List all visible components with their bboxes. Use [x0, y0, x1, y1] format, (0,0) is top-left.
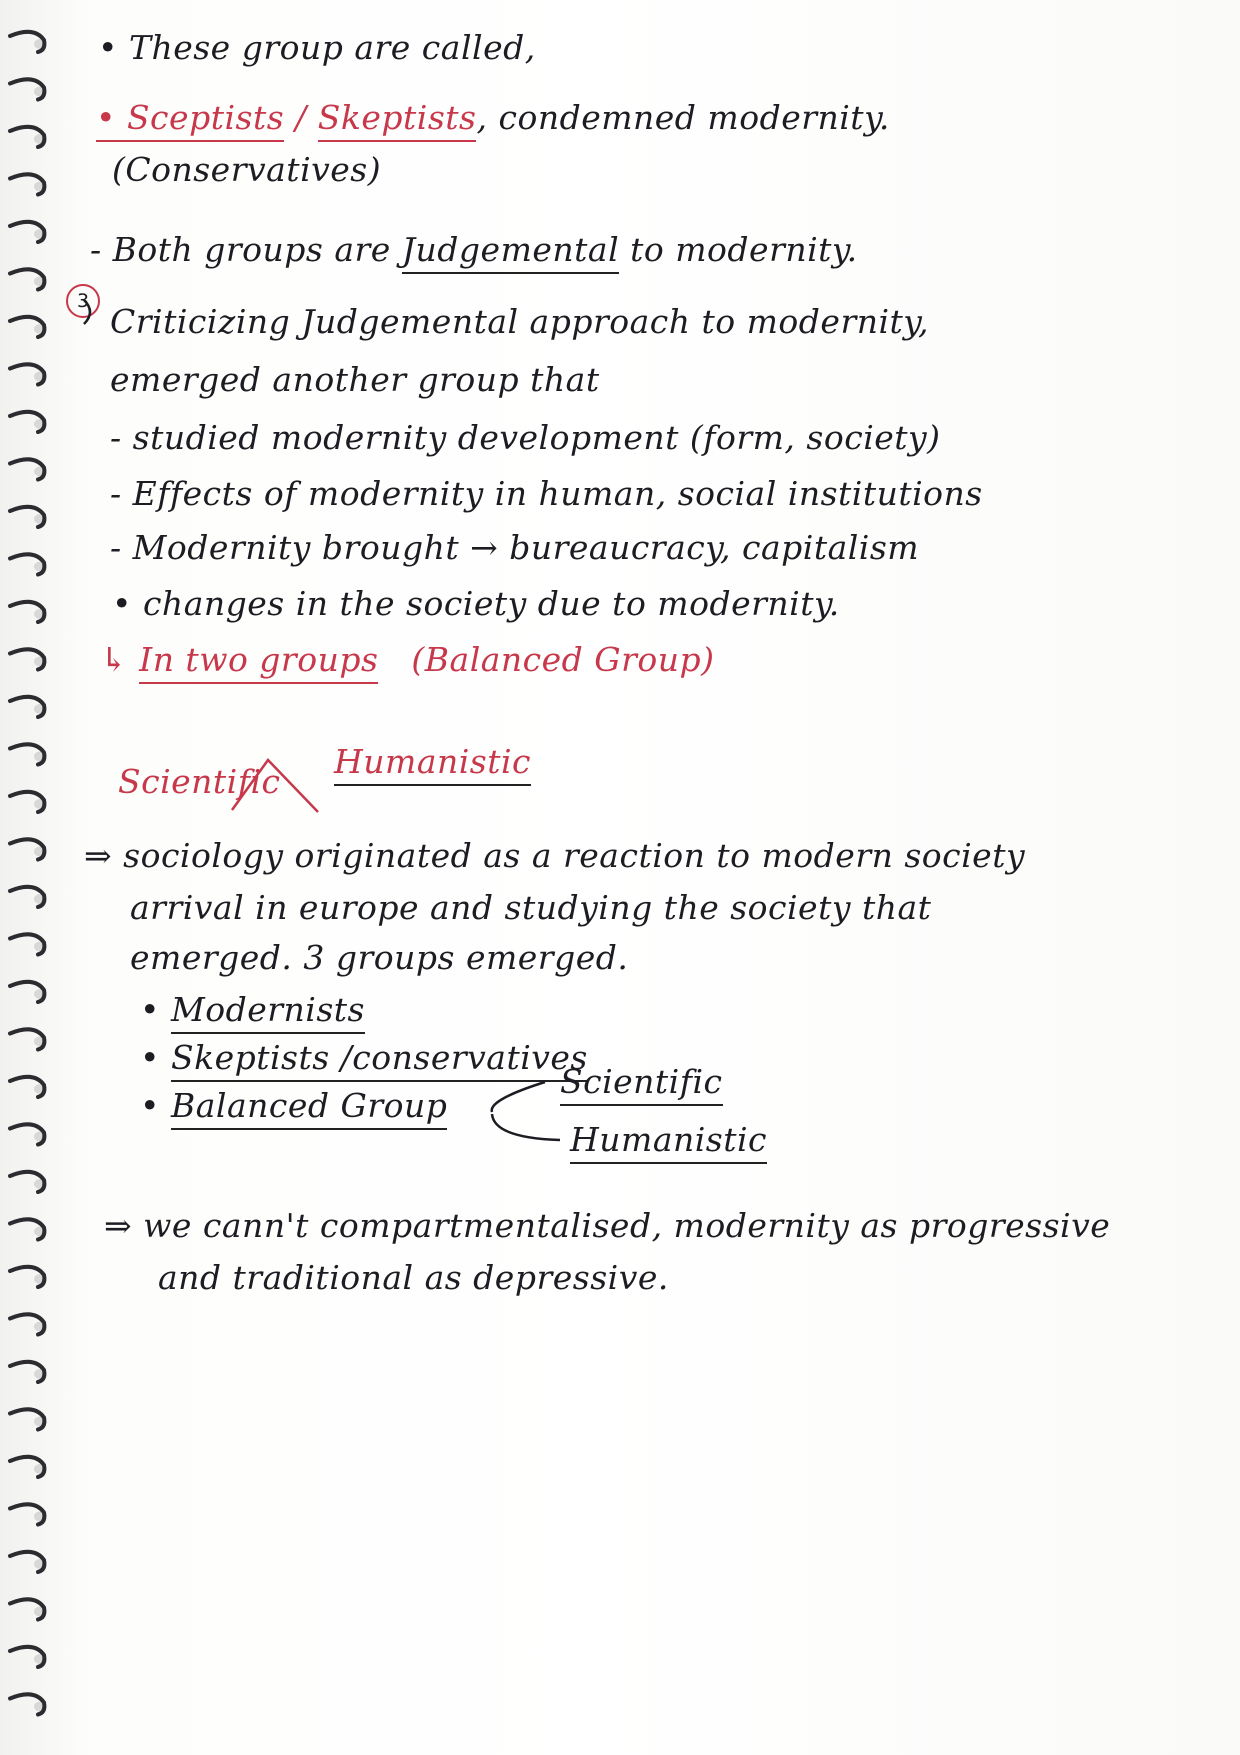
note-line-skeptists	[96, 98, 890, 137]
spiral-ring	[10, 364, 46, 384]
arrow-icon: ↳	[100, 640, 129, 679]
note-line-emerged-group: emerged another group that	[110, 360, 600, 399]
skeptists-conservatives-term: Skeptists /conservatives	[171, 1038, 588, 1082]
humanistic-term: Humanistic	[334, 742, 531, 786]
balanced-group-item: Balanced Group	[171, 1086, 447, 1130]
brace-upper	[492, 1082, 545, 1112]
spiral-ring	[10, 1647, 46, 1667]
spiral-ring	[10, 79, 46, 99]
spiral-ring	[10, 317, 46, 337]
humanistic-sub-term: Humanistic	[570, 1120, 767, 1164]
spiral-ring	[10, 1314, 46, 1334]
balanced-group-term: (Balanced Group)	[411, 640, 715, 679]
spiral-ring	[10, 1362, 46, 1382]
brace-lower	[492, 1114, 560, 1140]
spiral-ring	[10, 697, 46, 717]
note-line-criticizing: Criticizing Judgemental approach to modernity,	[110, 302, 930, 341]
note-line-compartmentalised: ⇒ we cann't compartmentalised, modernity as progressive	[104, 1206, 1111, 1245]
note-line-brought: - Modernity brought → bureaucracy, capitalism	[110, 528, 920, 567]
point-number-badge: 3	[66, 284, 100, 318]
spiral-ring	[10, 1029, 46, 1049]
spiral-ring	[10, 1694, 46, 1714]
spiral-ring	[10, 174, 46, 194]
note-line-arrival-europe: arrival in europe and studying the society that	[130, 888, 932, 927]
bullet-modernists: • Modernists	[140, 990, 365, 1029]
note-line-changes: • changes in the society due to modernity.	[112, 584, 840, 623]
condemned-text: , condemned modernity.	[476, 98, 890, 137]
two-groups-term: In two groups	[139, 640, 378, 684]
spiral-ring	[10, 602, 46, 622]
sceptists-term: • Sceptists	[96, 98, 284, 142]
term-separator: /	[284, 98, 318, 137]
spiral-ring	[10, 1172, 46, 1192]
spiral-ring	[10, 554, 46, 574]
bullet-balanced-group: • Balanced Group	[140, 1086, 447, 1125]
sub-humanistic	[570, 1120, 767, 1159]
spiral-ring	[10, 1124, 46, 1144]
spiral-ring	[10, 1457, 46, 1477]
note-line-studied: - studied modernity development (form, society)	[110, 418, 941, 457]
spiral-ring	[10, 792, 46, 812]
spiral-ring	[10, 982, 46, 1002]
spiral-rings	[0, 0, 70, 1755]
spiral-ring	[10, 507, 46, 527]
sub-scientific	[560, 1062, 723, 1101]
skeptists-term: Skeptists	[318, 98, 477, 142]
both-groups-text: - Both groups are	[90, 230, 402, 269]
spiral-ring	[10, 744, 46, 764]
spiral-ring	[10, 1552, 46, 1572]
spiral-ring	[10, 1077, 46, 1097]
spiral-ring	[10, 839, 46, 859]
spiral-ring	[10, 269, 46, 289]
note-line-conservatives: (Conservatives)	[112, 150, 382, 189]
spiral-ring	[10, 1409, 46, 1429]
spiral-ring	[10, 127, 46, 147]
branch-scientific: Scientific	[118, 762, 281, 801]
note-line-traditional: and traditional as depressive.	[158, 1258, 669, 1297]
spiral-ring	[10, 1599, 46, 1619]
scientific-term: Scientific	[560, 1062, 723, 1106]
spiral-ring	[10, 222, 46, 242]
spiral-ring	[10, 459, 46, 479]
note-line-sociology-originated: ⇒ sociology originated as a reaction to modern society	[84, 836, 1026, 875]
bullet-skeptists: • Skeptists /conservatives	[140, 1038, 588, 1077]
spiral-ring	[10, 887, 46, 907]
spiral-ring	[10, 32, 46, 52]
spiral-ring	[10, 1267, 46, 1287]
judgemental-term: Judgemental	[402, 230, 619, 274]
note-line-two-groups	[100, 640, 715, 679]
spiral-ring	[10, 649, 46, 669]
note-line-groups-called: • These group are called,	[98, 28, 536, 67]
spiral-ring	[10, 1504, 46, 1524]
spiral-ring	[10, 412, 46, 432]
note-line-three-groups: emerged. 3 groups emerged.	[130, 938, 629, 977]
modernists-term: Modernists	[171, 990, 365, 1034]
note-line-judgemental	[90, 230, 858, 269]
to-modernity-text: to modernity.	[619, 230, 858, 269]
spiral-ring	[10, 1219, 46, 1239]
note-line-effects: - Effects of modernity in human, social institutions	[110, 474, 983, 513]
spiral-ring	[10, 934, 46, 954]
spiral-binding	[0, 0, 70, 1755]
branch-humanistic	[334, 742, 531, 781]
